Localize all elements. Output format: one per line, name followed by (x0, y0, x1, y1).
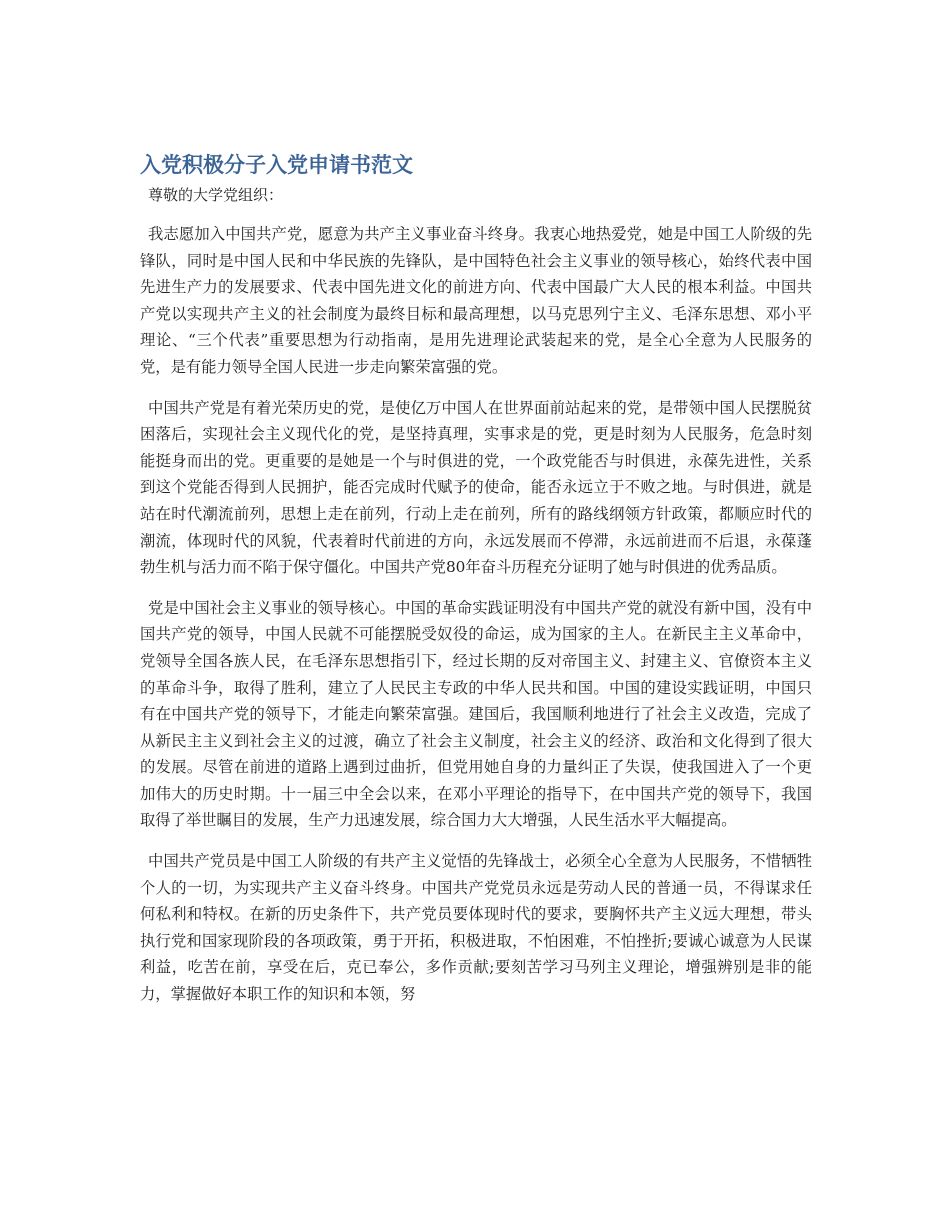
salutation: 尊敬的大学党组织： (148, 186, 284, 204)
body-paragraph-1: 我志愿加入中国共产党，愿意为共产主义事业奋斗终身。我衷心地热爱党，她是中国工人阶级的先锋队，同时是中国人民和中华民族的先锋队，是中国特色社会主义事业的领导核心，始终代表中国先进生产力的发展要求、代表中国先进文化的前进方向、代表中国最广大人民的根本利益。中国共产党以实现共产主义的社会制度为最终目标和最高理想，以马克思列宁主义、毛泽东思想、邓小平理论、“三个代表”重要思想为行动指南，是用先进理论武装起来的党，是全心全意为人民服务的党，是有能力领导全国人民进一步走向繁荣富强的党。 (140, 225, 812, 376)
body-paragraph-2: 中国共产党是有着光荣历史的党，是使亿万中国人在世界面前站起来的党，是带领中国人民摆脱贫困落后，实现社会主义现代化的党，是坚持真理，实事求是的党，更是时刻为人民服务，危急时刻能挺身而出的党。更重要的是她是一个与时俱进的党，一个政党能否与时俱进，永葆先进性，关系到这个党能否得到人民拥护，能否完成时代赋予的使命，能否永远立于不败之地。与时俱进，就是站在时代潮流前列，思想上走在前列，行动上走在前列，所有的路线纲领方针政策，都顺应时代的潮流，体现时代的风貌，代表着时代前进的方向，永远发展而不停滞，永远前进而不后退，永葆蓬勃生机与活力而不陷于保守僵化。中国共产党80年奋斗历程充分证明了她与时俱进的优秀品质。 (140, 398, 812, 577)
document-page (140, 150, 812, 1022)
document-title: 入党积极分子入党申请书范文 (140, 153, 413, 177)
body-paragraph-4: 中国共产党员是中国工人阶级的有共产主义觉悟的先锋战士，必须全心全意为人民服务，不惜牺牲个人的一切，为实现共产主义奋斗终身。中国共产党党员永远是劳动人民的普通一员，不得谋求任何私利和特权。在新的历史条件下，共产党员要体现时代的要求，要胸怀共产主义远大理想，带头执行党和国家现阶段的各项政策，勇于开拓，积极进取，不怕困难，不怕挫折;要诚心诚意为人民谋利益，吃苦在前，享受在后，克已奉公，多作贡献;要刻苦学习马列主义理论，增强辨别是非的能力，掌握做好本职工作的知识和本领，努 (140, 852, 812, 1004)
body-paragraph-3: 党是中国社会主义事业的领导核心。中国的革命实践证明没有中国共产党的就没有新中国，没有中国共产党的领导，中国人民就不可能摆脱受奴役的命运，成为国家的主人。在新民主主义革命中，党领导全国各族人民，在毛泽东思想指引下，经过长期的反对帝国主义、封建主义、官僚资本主义的革命斗争，取得了胜利，建立了人民民主专政的中华人民共和国。中国的建设实践证明，中国只有在中国共产党的领导下，才能走向繁荣富强。建国后，我国顺利地进行了社会主义改造，完成了从新民主主义到社会主义的过渡，确立了社会主义制度，社会主义的经济、政治和文化得到了很大的发展。尽管在前进的道路上遇到过曲折，但党用她自身的力量纠正了失误，使我国进入了一个更加伟大的历史时期。十一届三中全会以来，在邓小平理论的指导下，在中国共产党的领导下，我国取得了举世瞩目的发展，生产力迅速发展，综合国力大大增强，人民生活水平大幅提高。 (140, 598, 812, 830)
